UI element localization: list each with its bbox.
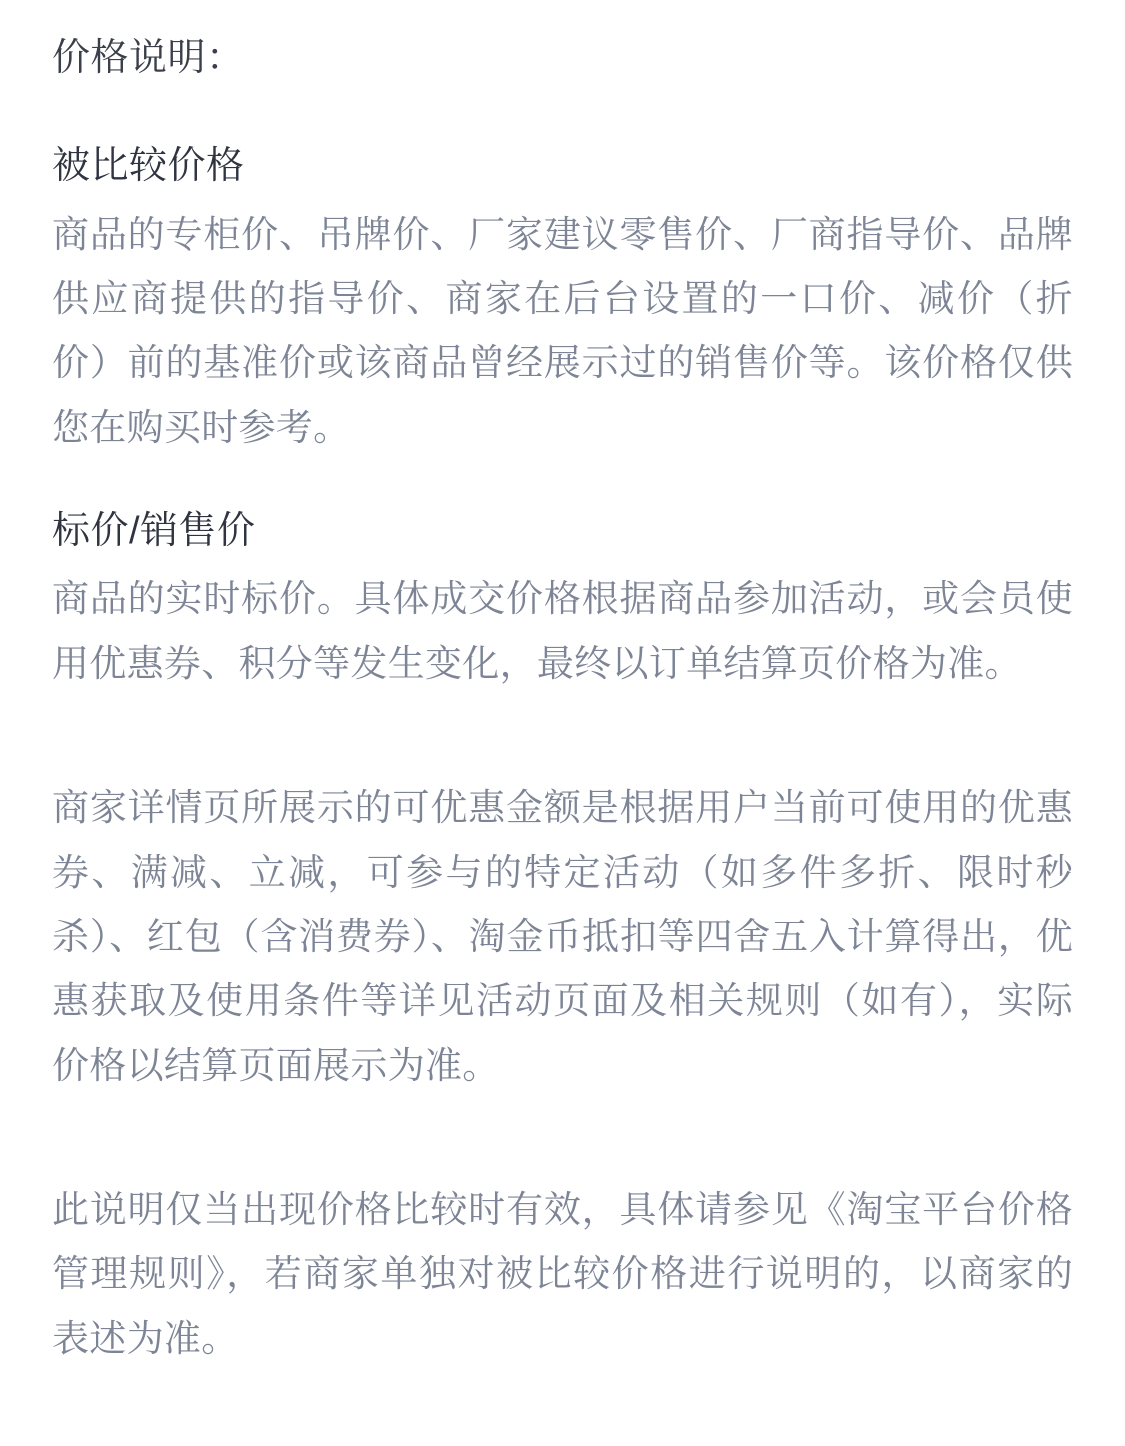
- page-title: 价格说明：: [52, 37, 245, 79]
- section-list-sale-price: [52, 506, 1073, 696]
- section-body-list-sale-price: 商品的实时标价。具体成交价格根据商品参加活动，或会员使用优惠券、积分等发生变化，最终以订单结算页价格为准。: [52, 578, 1073, 684]
- section-spacer: [52, 742, 1073, 776]
- paragraph-disclaimer: 此说明仅当出现价格比较时有效，具体请参见《淘宝平台价格管理规则》，若商家单独对被比较价格进行说明的，以商家的表述为准。: [52, 1189, 1073, 1359]
- section-heading-list-sale-price: 标价/销售价: [52, 510, 256, 553]
- paragraph-spacer: [52, 1144, 1073, 1178]
- paragraph-discount-calculation: 商家详情页所展示的可优惠金额是根据用户当前可使用的优惠券、满减、立减，可参与的特定活动（如多件多折、限时秒杀）、红包（含消费券）、淘金币抵扣等四舍五入计算得出，优惠获取及使用条件等详见活动页面及相关规则（如有），实际价格以结算页面展示为准。: [52, 787, 1073, 1086]
- section-compared-price: [52, 141, 1073, 460]
- section-body-compared-price: 商品的专柜价、吊牌价、厂家建议零售价、厂商指导价、品牌供应商提供的指导价、商家在后台设置的一口价、减价（折价）前的基准价或该商品曾经展示过的销售价等。该价格仅供您在购买时参考。: [52, 213, 1073, 448]
- section-heading-compared-price: 被比较价格: [52, 145, 245, 188]
